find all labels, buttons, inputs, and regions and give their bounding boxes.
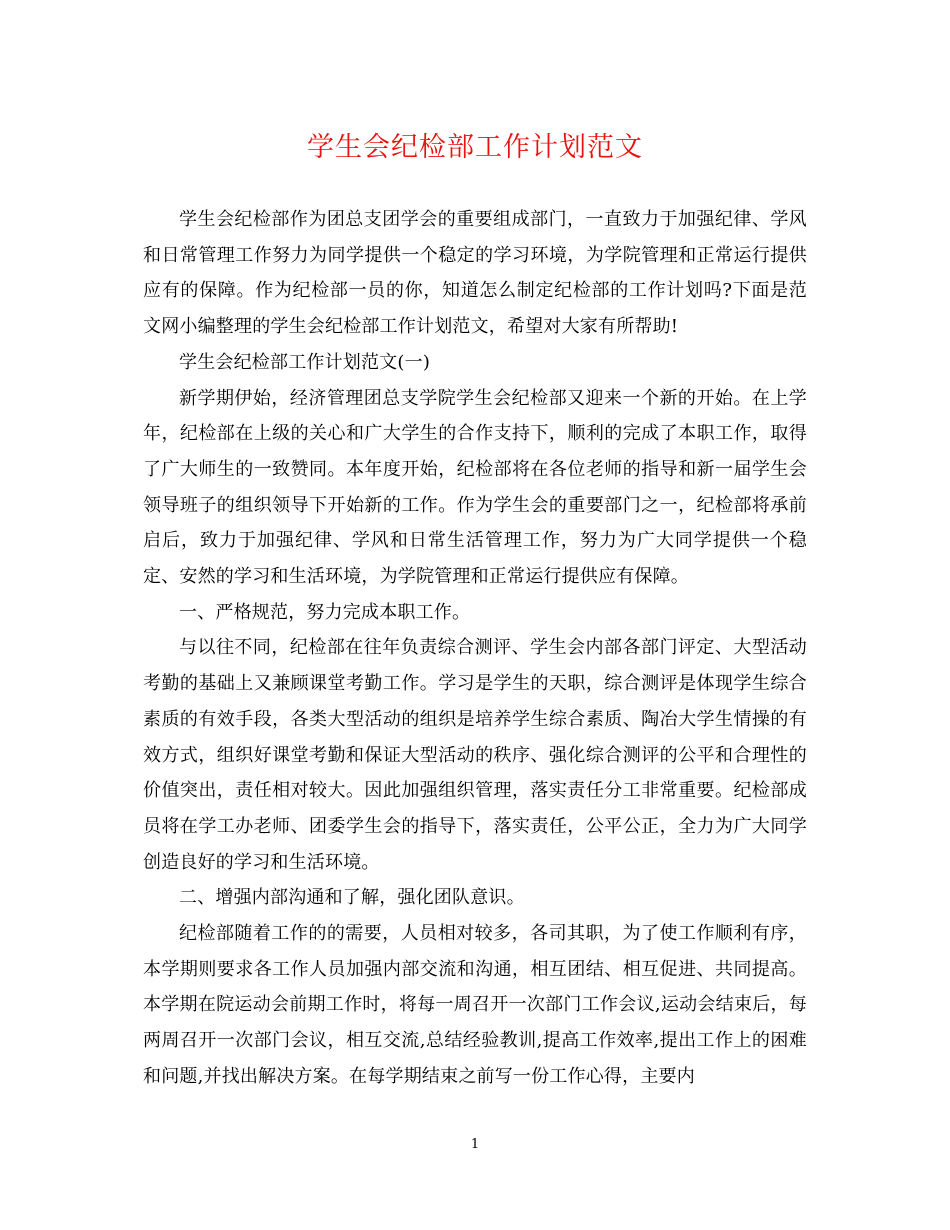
section-heading-one: 一、严格规范，努力完成本职工作。 — [179, 601, 471, 623]
section-heading-plan-one: 学生会纪检部工作计划范文(一) — [179, 351, 431, 373]
body-paragraph: 纪检部随着工作的的需要，人员相对较多，各司其职，为了使工作顺利有序，本学期则要求各工作人员加强内部交流和沟通，相互团结、相互促进、共同提高。本学期在院运动会前期工作时，将每一周召开一次部门工作会议,运动会结束后，每两周召开一次部门会议，相互交流,总结经验教训,提高工作效率,提出工作上的困难和问题,并找出解决方案。在每学期结束之前写一份工作心得，主要内 — [143, 923, 807, 1087]
page-number: 1 — [470, 1137, 480, 1152]
document-body — [143, 202, 807, 1095]
body-paragraph: 新学期伊始，经济管理团总支学院学生会纪检部又迎来一个新的开始。在上学年，纪检部在上级的关心和广大学生的合作支持下，顺利的完成了本职工作，取得了广大师生的一致赞同。本年度开始，纪检部将在各位老师的指导和新一届学生会领导班子的组织领导下开始新的工作。作为学生会的重要部门之一，纪检部将承前启后，致力于加强纪律、学风和日常生活管理工作，努力为广大同学提供一个稳定、安然的学习和生活环境，为学院管理和正常运行提供应有保障。 — [143, 387, 807, 588]
intro-paragraph: 学生会纪检部作为团总支团学会的重要组成部门，一直致力于加强纪律、学风和日常管理工作努力为同学提供一个稳定的学习环境，为学院管理和正常运行提供应有的保障。作为纪检部一员的你，知道怎么制定纪检部的工作计划吗?下面是范文网小编整理的学生会纪检部工作计划范文，希望对大家有所帮助! — [143, 209, 807, 338]
section-heading-two: 二、增强内部沟通和了解，强化团队意识。 — [179, 887, 525, 909]
body-paragraph: 与以往不同，纪检部在往年负责综合测评、学生会内部各部门评定、大型活动考勤的基础上又兼顾课堂考勤工作。学习是学生的天职，综合测评是体现学生综合素质的有效手段，各类大型活动的组织是培养学生综合素质、陶冶大学生情操的有效方式，组织好课堂考勤和保证大型活动的秩序、强化综合测评的公平和合理性的价值突出，责任相对较大。因此加强组织管理，落实责任分工非常重要。纪检部成员将在学工办老师、团委学生会的指导下，落实责任，公平公正，全力为广大同学创造良好的学习和生活环境。 — [143, 637, 807, 873]
document-title: 学生会纪检部工作计划范文 — [307, 132, 643, 163]
